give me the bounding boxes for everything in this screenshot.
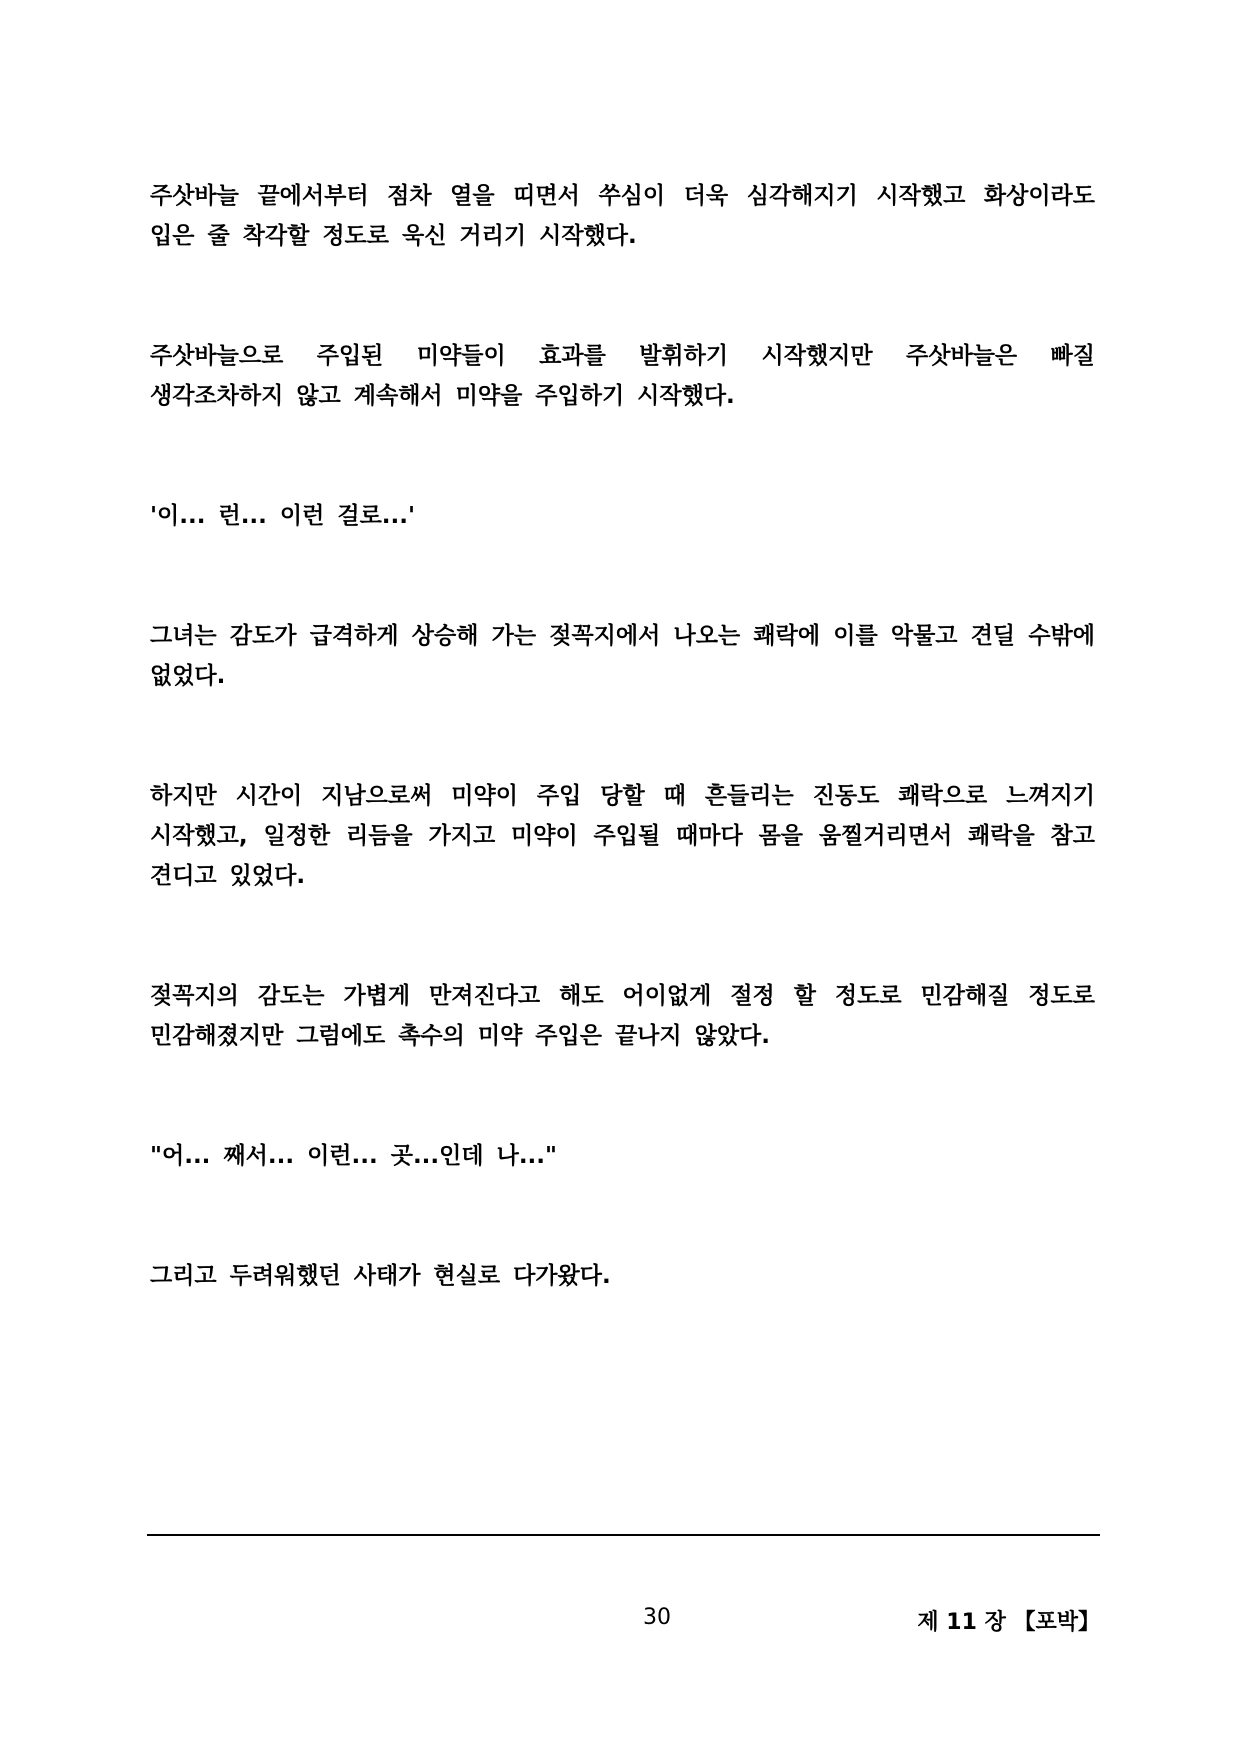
chapter-title: 제 11 장 【포박】 bbox=[917, 1610, 1100, 1635]
paragraph: 하지만 시간이 지남으로써 미약이 주입 당할 때 흔들리는 진동도 쾌락으로 느껴지기 시작했고, 일정한 리듬을 가지고 미약이 주입될 때마다 몸을 움찔거리면서 쾌락을 참고 견디고 있었다. bbox=[150, 783, 1095, 889]
footer-divider bbox=[147, 1534, 1100, 1536]
paragraph: '이... 런... 이런 걸로...' bbox=[150, 503, 416, 529]
paragraph: 주삿바늘으로 주입된 미약들이 효과를 발휘하기 시작했지만 주삿바늘은 빠질 생각조차하지 않고 계속해서 미약을 주입하기 시작했다. bbox=[150, 343, 1095, 409]
paragraph: 그리고 두려워했던 사태가 현실로 다가왔다. bbox=[150, 1263, 611, 1289]
paragraph: "어... 째서... 이런... 곳...인데 나..." bbox=[150, 1143, 558, 1169]
page-footer bbox=[147, 1605, 1100, 1635]
page-number: 30 bbox=[643, 1605, 671, 1630]
paragraph: 주삿바늘 끝에서부터 점차 열을 띠면서 쑤심이 더욱 심각해지기 시작했고 화상이라도 입은 줄 착각할 정도로 욱신 거리기 시작했다. bbox=[150, 183, 1095, 249]
body-text bbox=[150, 176, 1095, 1376]
paragraph: 그녀는 감도가 급격하게 상승해 가는 젖꼭지에서 나오는 쾌락에 이를 악물고 견딜 수밖에 없었다. bbox=[150, 623, 1095, 689]
paragraph: 젖꼭지의 감도는 가볍게 만져진다고 해도 어이없게 절정 할 정도로 민감해질 정도로 민감해졌지만 그럼에도 촉수의 미약 주입은 끝나지 않았다. bbox=[150, 983, 1095, 1049]
